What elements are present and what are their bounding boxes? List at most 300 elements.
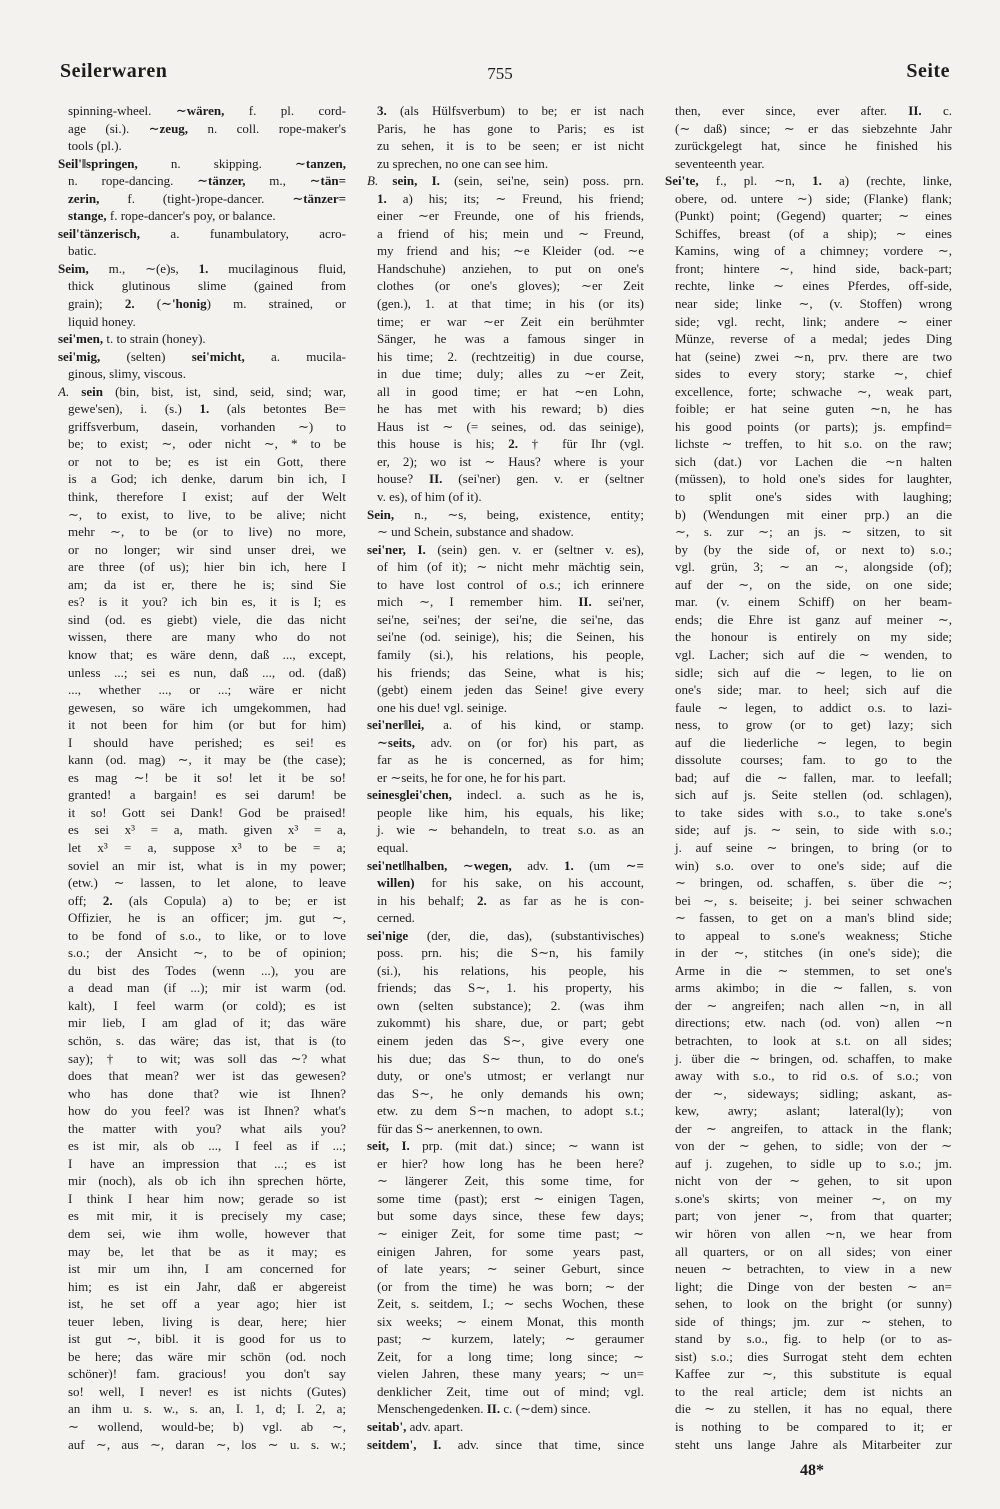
- text-segment: ends; die Ehre ist ganz auf meiner ∼,: [675, 611, 952, 627]
- text-line: [367, 1032, 644, 1050]
- headword: sein,: [392, 173, 418, 189]
- text-segment: excellence, forte; schwache ∼, weak part,: [675, 383, 952, 399]
- text-line: [665, 453, 952, 471]
- text-line: [58, 804, 346, 822]
- text-line: [665, 1436, 952, 1454]
- text-segment: (als Hülfsverbum) to be; er ist nach: [386, 103, 644, 118]
- text-line: [665, 1225, 952, 1243]
- text-segment: a dead man (if ...); mir ist warm (od.: [68, 980, 346, 996]
- text-segment: house?: [377, 471, 430, 487]
- text-segment: say); † to wit; was soll das ∼? what: [68, 1050, 346, 1066]
- text-segment: ∼, to exist, to live, to be alive; nicht: [68, 506, 346, 522]
- text-segment: directions; etw. nach (od. von) allen ∼n: [675, 1015, 952, 1031]
- text-segment: ∼ wollend, would-be; b) vgl. ab ∼,: [68, 1419, 346, 1435]
- text-line: [367, 313, 644, 331]
- text-line: [367, 979, 644, 997]
- text-line: [665, 646, 952, 664]
- running-head-right: Seite: [906, 60, 950, 82]
- text-segment: sich auf js. Seite stellen (od. schlagen),: [675, 787, 952, 803]
- dictionary-entry: [367, 716, 644, 786]
- dictionary-entry: [367, 506, 644, 541]
- text-segment: (sei'ner) gen. v. er (seltner: [442, 471, 644, 487]
- text-line: [367, 383, 644, 401]
- dictionary-entry: [58, 102, 346, 155]
- text-segment: Offizier, he is an officer; jm. gut ∼,: [68, 910, 346, 926]
- text-line: [58, 102, 346, 120]
- text-segment: cerned.: [377, 910, 415, 926]
- text-line: [367, 804, 644, 822]
- text-segment: as far as he is con-: [486, 892, 644, 908]
- text-segment: zukommt) his share, due, or part; gebt: [377, 1015, 644, 1031]
- text-line: [367, 593, 644, 611]
- dictionary-entry: [58, 330, 346, 348]
- text-line: [58, 716, 346, 734]
- text-segment: or no longer; wir sind unser drei, we: [68, 541, 346, 557]
- text-line: [58, 1436, 346, 1454]
- text-segment: der ∼, sideways; sidling; askant, as-: [675, 1085, 952, 1101]
- text-segment: one's side; mar. to heel; sich auf die: [675, 682, 952, 698]
- text-line: [58, 1137, 346, 1155]
- text-segment: b) (Wendungen mit einer prp.) an die: [675, 506, 952, 522]
- text-segment: j. über die ∼ bringen, od. schaffen, to make: [675, 1050, 952, 1066]
- dictionary-entry: [367, 1436, 644, 1454]
- text-segment: six weeks; ∼ einem Monat, this month: [377, 1313, 644, 1329]
- text-segment: does that mean? wer ist das gewesen?: [68, 1068, 346, 1084]
- text-line: [58, 506, 346, 524]
- text-line: [665, 225, 952, 243]
- text-segment: his time; 2. (rechtzeitig) in due course,: [377, 348, 644, 364]
- text-line: [367, 716, 644, 734]
- headword: seitdem',: [367, 1436, 417, 1452]
- text-segment: (gebt) einem jeden das Seine! give every: [377, 682, 644, 698]
- text-segment: a friend of his; mein und ∼ Freund,: [377, 225, 644, 241]
- headword: ∼tänzer=: [292, 190, 346, 206]
- text-line: [367, 225, 644, 243]
- text-line: [665, 1102, 952, 1120]
- text-segment: dem sei, wie ihm wolle, however that: [68, 1226, 346, 1241]
- text-line: [367, 1207, 644, 1225]
- text-segment: (: [134, 296, 162, 312]
- text-line: [58, 225, 346, 243]
- text-line: [665, 734, 952, 752]
- text-segment: foible; er hat seine guten ∼n, he has: [675, 401, 952, 417]
- text-segment: are three (of us); hier bin ich, here I: [68, 559, 346, 575]
- text-line: [665, 1400, 952, 1418]
- text-segment: Sänger, he was a famous singer in: [377, 331, 644, 347]
- text-segment: hat (seine) zwei ∼n, prv. there are two: [675, 348, 952, 364]
- text-line: [58, 155, 346, 173]
- text-segment: n. coll. rope-maker's: [188, 120, 346, 136]
- text-segment: vielen Jahren, these many years; ∼ un=: [377, 1366, 644, 1382]
- text-segment: Kamins, wing of a chimney; vordere ∼,: [675, 243, 952, 259]
- text-segment: ist mir um ihn, I am concerned for: [68, 1261, 346, 1277]
- text-line: [58, 628, 346, 646]
- text-segment: (um: [573, 857, 626, 873]
- text-segment: batic.: [68, 243, 97, 259]
- text-segment: für das S∼ anerkennen, to own.: [377, 1120, 543, 1136]
- text-segment: neuen ∼ betrachten, to view in a new: [675, 1261, 952, 1277]
- text-line: [665, 611, 952, 629]
- text-segment: clothes (or one's gloves); ∼er Zeit: [377, 278, 644, 294]
- text-segment: n. rope-dancing.: [68, 173, 198, 189]
- text-line: [58, 839, 346, 857]
- text-line: [58, 1207, 346, 1225]
- text-segment: er ∼seits, he for one, he for his part.: [377, 769, 566, 785]
- text-segment: he has met with his reward; b) dies: [377, 401, 644, 417]
- text-line: [665, 962, 952, 980]
- text-segment: gewe'sen), i. (s.): [68, 401, 200, 417]
- text-segment: who has done that? wie ist Ihnen?: [68, 1085, 346, 1101]
- text-line: [367, 1418, 644, 1436]
- text-segment: to have lost control of o.s.; ich erinnere: [377, 576, 644, 592]
- text-line: [58, 1313, 346, 1331]
- text-segment: stand by s.o., fig. to help (or to as-: [675, 1331, 952, 1347]
- text-line: [58, 734, 346, 752]
- text-line: [58, 927, 346, 945]
- text-line: [665, 997, 952, 1015]
- text-segment: † für Ihr (vgl.: [517, 436, 644, 452]
- text-segment: a. funambulatory, acro-: [139, 225, 346, 241]
- headword: Seil'‖springen,: [58, 155, 138, 171]
- text-line: [665, 330, 952, 348]
- headword: II.: [908, 103, 922, 118]
- headword: ∼zeug,: [148, 120, 189, 136]
- headword: seil'tänzerisch,: [58, 225, 140, 241]
- text-line: [367, 909, 644, 927]
- text-line: [367, 611, 644, 629]
- text-line: [665, 1050, 952, 1068]
- text-line: [665, 190, 952, 208]
- text-line: [665, 664, 952, 682]
- text-segment: v. es), of him (of it).: [377, 489, 482, 505]
- headword: I.: [417, 541, 426, 557]
- text-segment: (bin, bist, ist, sind, seid, sind; war,: [102, 383, 346, 399]
- section-letter: A.: [58, 383, 70, 399]
- text-segment: this house is his;: [377, 436, 509, 452]
- text-line: [58, 277, 346, 295]
- text-line: [367, 1383, 644, 1401]
- text-line: [367, 1313, 644, 1331]
- text-line: [367, 400, 644, 418]
- text-line: [58, 857, 346, 875]
- text-segment: so! well, I never! es ist nichts (Gutes): [68, 1383, 346, 1399]
- text-segment: near side; linke ∼, (v. Stoffen) wrong: [675, 296, 952, 312]
- text-line: [367, 1085, 644, 1103]
- text-line: [665, 681, 952, 699]
- page-number: 755: [487, 64, 513, 83]
- text-line: [367, 874, 644, 892]
- text-line: [367, 558, 644, 576]
- text-segment: tools (pl.).: [68, 138, 122, 154]
- text-line: [367, 576, 644, 594]
- headword: Seim,: [58, 260, 89, 276]
- text-line: [367, 751, 644, 769]
- text-line: [665, 102, 952, 120]
- dictionary-entry: [367, 541, 644, 716]
- text-segment: es mag ∼! be it so! let it be so!: [68, 769, 346, 785]
- text-segment: be here; das wäre mir schön (od. noch: [68, 1348, 346, 1364]
- text-line: [58, 470, 346, 488]
- text-segment: poss. prn. his; die S∼n, his family: [377, 945, 644, 961]
- text-line: [665, 277, 952, 295]
- text-line: [58, 488, 346, 506]
- text-segment: sind (od. es giebt) viele, die das nicht: [68, 611, 346, 627]
- text-line: [665, 242, 952, 260]
- text-segment: him; es ist ein Jahr, daß er abgereist: [68, 1278, 346, 1294]
- text-line: [367, 734, 644, 752]
- text-segment: all in good time; er hat ∼en Lohn,: [377, 383, 644, 399]
- text-line: [58, 435, 346, 453]
- text-segment: family (si.), his relations, his people,: [377, 646, 644, 662]
- text-segment: may be, let that be as it may; es: [68, 1243, 346, 1259]
- text-segment: liquid honey.: [68, 313, 136, 329]
- text-line: [367, 1155, 644, 1173]
- text-segment: sist) s.o.; dies Surrogat steht dem echten: [675, 1348, 952, 1364]
- text-line: [58, 1155, 346, 1173]
- running-head-left: Seilerwaren: [60, 60, 168, 82]
- text-segment: t. to strain (honey).: [103, 331, 206, 347]
- text-segment: [389, 1138, 401, 1153]
- text-segment: adv.: [511, 857, 564, 873]
- text-line: [58, 1400, 346, 1418]
- text-segment: (sein, sei'ne, sein) poss. prn.: [439, 173, 644, 189]
- text-segment: sehen, to look on the bright (or sunny): [675, 1296, 952, 1312]
- text-line: [58, 1050, 346, 1068]
- text-line: [58, 751, 346, 769]
- text-segment: f. pl. cord-: [224, 103, 346, 118]
- text-segment: Haus ist ∼ (= seines, od. das seinige),: [377, 418, 644, 434]
- text-line: [367, 470, 644, 488]
- text-line: [665, 716, 952, 734]
- text-line: [367, 1120, 644, 1138]
- text-line: [665, 506, 952, 524]
- text-line: [665, 523, 952, 541]
- text-segment: a) (rechte, linke,: [821, 173, 952, 189]
- text-line: [367, 1278, 644, 1296]
- column-middle: [367, 102, 644, 1453]
- dictionary-entry: [58, 155, 346, 225]
- text-line: [58, 1260, 346, 1278]
- text-segment: sei'ner,: [591, 594, 644, 610]
- text-line: [367, 330, 644, 348]
- text-line: [665, 488, 952, 506]
- text-segment: sich (dat.) vor Lachen die ∼n halten: [675, 453, 952, 469]
- text-segment: Handschuhe) anziehen, to put on one's: [377, 260, 644, 276]
- headword: I.: [431, 173, 440, 189]
- text-line: [367, 1225, 644, 1243]
- text-segment: Münze, reverse of a medal; jedes Ding: [675, 331, 952, 347]
- text-line: [665, 892, 952, 910]
- text-segment: betrachten, to look at s.t. on all sides;: [675, 1032, 952, 1048]
- text-segment: it not been for him (or but for him): [68, 717, 346, 733]
- text-line: [665, 137, 952, 155]
- text-segment: einem jeden das S∼, give every one: [377, 1032, 644, 1048]
- text-segment: mehr ∼, to be (or to live) no more,: [68, 524, 346, 540]
- text-line: [58, 699, 346, 717]
- dictionary-entry: [58, 225, 346, 260]
- text-segment: Kaffee zur ∼, this substitute is equal: [675, 1366, 952, 1382]
- text-segment: kann (od. mag) ∼, it may be (the case);: [68, 752, 346, 768]
- text-line: [665, 1260, 952, 1278]
- text-segment: by (by the side of, or next to) s.o.;: [675, 541, 952, 557]
- text-segment: know that; es wäre denn, daß ..., except,: [68, 646, 346, 662]
- dictionary-entry: [367, 786, 644, 856]
- headword: sei'ner‖lei,: [367, 717, 425, 733]
- text-segment: ∼ einiger Zeit, for some time past; ∼: [377, 1226, 644, 1241]
- text-segment: (gen.), 1. at that time; in his (or its): [377, 296, 644, 312]
- text-line: [665, 1365, 952, 1383]
- text-line: [58, 997, 346, 1015]
- text-segment: the matter with you? what ails you?: [68, 1120, 346, 1136]
- dictionary-entry: [367, 172, 644, 505]
- dictionary-entry: [665, 172, 952, 1453]
- text-line: [665, 400, 952, 418]
- text-line: [58, 418, 346, 436]
- text-line: [665, 576, 952, 594]
- text-line: [665, 786, 952, 804]
- dictionary-entry: [367, 927, 644, 1138]
- headword: ∼=: [625, 857, 644, 873]
- text-line: [665, 1383, 952, 1401]
- text-line: [58, 681, 346, 699]
- text-segment: sides to every story; starke ∼, chief: [675, 366, 952, 382]
- headword: 2.: [476, 892, 487, 908]
- headword: stange,: [68, 208, 107, 224]
- headword: 1.: [199, 401, 210, 417]
- text-segment: es? is it you? ich bin es, it is I; es: [68, 594, 346, 610]
- text-segment: duty, or one's utmost; er verlangt nur: [377, 1068, 644, 1084]
- text-segment: side; auf js. ∼ sein, to side with s.o.;: [675, 822, 952, 838]
- text-segment: I have an impression that ...; es ist: [68, 1155, 346, 1171]
- headword: II.: [578, 594, 592, 610]
- text-line: [58, 172, 346, 190]
- text-segment: off;: [68, 892, 103, 908]
- text-line: [665, 1014, 952, 1032]
- text-line: [665, 313, 952, 331]
- text-line: [367, 681, 644, 699]
- text-line: [367, 821, 644, 839]
- text-line: [367, 1137, 644, 1155]
- text-line: [665, 699, 952, 717]
- text-segment: think, therefore I exist; auf der Welt: [68, 489, 346, 505]
- dictionary-entry: [58, 260, 346, 330]
- text-line: [367, 348, 644, 366]
- text-segment: I should have perished; es sei! es: [68, 734, 346, 750]
- text-line: [367, 488, 644, 506]
- text-segment: be; to exist; ∼, oder nicht ∼, * to be: [68, 436, 346, 452]
- text-segment: bei ∼, s. beiseite; j. bei seiner schwachen: [675, 892, 952, 908]
- text-segment: (Punkt) point; (Gegend) quarter; ∼ eines: [675, 208, 952, 224]
- text-segment: vgl. Lacher; sich auf die ∼ wenden, to: [675, 646, 952, 662]
- text-line: [58, 137, 346, 155]
- text-line: [665, 1207, 952, 1225]
- text-line: [58, 962, 346, 980]
- text-segment: his good points (or parts); js. empfind=: [675, 418, 952, 434]
- headword: zerin,: [68, 190, 100, 206]
- text-segment: all quarters, or on all sides; von einer: [675, 1243, 952, 1259]
- dictionary-entry: [58, 383, 346, 1453]
- text-line: [58, 1067, 346, 1085]
- text-segment: [416, 1437, 432, 1452]
- text-segment: past; ∼ kurzem, lately; ∼ geraumer: [377, 1331, 644, 1347]
- text-segment: away with s.o., to rid o.s. of s.o.; von: [675, 1068, 952, 1084]
- text-segment: light; die Dinge von der besten ∼ an=: [675, 1278, 952, 1294]
- text-line: [665, 558, 952, 576]
- text-segment: but some days since, these few days;: [377, 1208, 644, 1224]
- text-line: [58, 786, 346, 804]
- headword: ∼seits,: [377, 734, 415, 750]
- headword: 1.: [198, 260, 209, 276]
- text-line: [58, 365, 346, 383]
- text-segment: (or from the time) he was born; ∼ der: [377, 1278, 644, 1294]
- text-segment: denklicher Zeit, time out of mind; vgl.: [377, 1383, 644, 1399]
- text-segment: a. mucila-: [244, 348, 346, 364]
- text-segment: ∼ und Schein, substance and shadow.: [377, 524, 574, 540]
- text-segment: of late years; ∼ seiner Geburt, since: [377, 1261, 644, 1277]
- text-segment: some time (past); erst ∼ einigen Tagen,: [377, 1190, 644, 1206]
- text-line: [665, 383, 952, 401]
- text-line: [665, 172, 952, 190]
- text-segment: auf j. zugehen, to sidle up to s.o.; jm.: [675, 1155, 952, 1171]
- text-line: [58, 874, 346, 892]
- text-segment: grain);: [68, 296, 125, 312]
- text-segment: to split one's sides with laughing;: [675, 489, 952, 505]
- text-line: [58, 330, 346, 348]
- text-line: [665, 593, 952, 611]
- text-segment: or not to be; es ist ein Gott, there: [68, 453, 346, 469]
- text-line: [367, 1348, 644, 1366]
- text-line: [58, 1365, 346, 1383]
- text-segment: time; er war ∼er Zeit ein berühmter: [377, 313, 644, 329]
- text-segment: nicht von der ∼ gehen, to sit upon: [675, 1173, 952, 1189]
- text-segment: [417, 173, 431, 188]
- text-line: [665, 1348, 952, 1366]
- headword: ∼tän=: [309, 173, 346, 189]
- text-segment: to take sides with s.o., to take s.one's: [675, 804, 952, 820]
- text-segment: [406, 542, 418, 557]
- text-segment: auf der ∼, on the side, on one side;: [675, 576, 952, 592]
- text-line: [367, 1330, 644, 1348]
- headword: 1.: [377, 190, 387, 206]
- text-line: [367, 277, 644, 295]
- text-segment: (als betontes Be=: [209, 401, 346, 417]
- text-line: [367, 541, 644, 559]
- text-segment: to be fond of s.o., to like, or to love: [68, 927, 346, 943]
- text-segment: Zeit, for a long time; long since; ∼: [377, 1348, 644, 1364]
- text-segment: am; da ist er, there he is; sind Sie: [68, 576, 346, 592]
- text-segment: er, 2); wo ist ∼ Haus? where is your: [377, 453, 644, 469]
- text-segment: spinning-wheel.: [68, 103, 176, 118]
- text-segment: kalt), I feel warm (or cold); es ist: [68, 997, 346, 1013]
- text-line: [367, 944, 644, 962]
- headword: sei'ner,: [367, 541, 406, 557]
- text-segment: bad; auf die ∼ fallen, mar. to leefall;: [675, 769, 952, 785]
- text-segment: einer ∼er Freunde, one of his friends,: [377, 208, 644, 224]
- text-line: [665, 769, 952, 787]
- text-line: [665, 435, 952, 453]
- text-line: [58, 207, 346, 225]
- text-segment: mucilaginous fluid,: [208, 260, 346, 276]
- signature-mark: 48*: [800, 1462, 824, 1479]
- text-line: [367, 260, 644, 278]
- text-segment: sei'ne (od. seinige), his; die Seinen, his: [377, 629, 644, 645]
- text-segment: ∼, s. zur ∼; an js. ∼ sitzen, to sit: [675, 524, 952, 540]
- text-segment: side; vgl. recht, link; andere ∼ einer: [675, 313, 952, 329]
- text-segment: part; von jener ∼, from that quarter;: [675, 1208, 952, 1224]
- text-line: [58, 909, 346, 927]
- text-line: [367, 102, 644, 120]
- text-line: [665, 1330, 952, 1348]
